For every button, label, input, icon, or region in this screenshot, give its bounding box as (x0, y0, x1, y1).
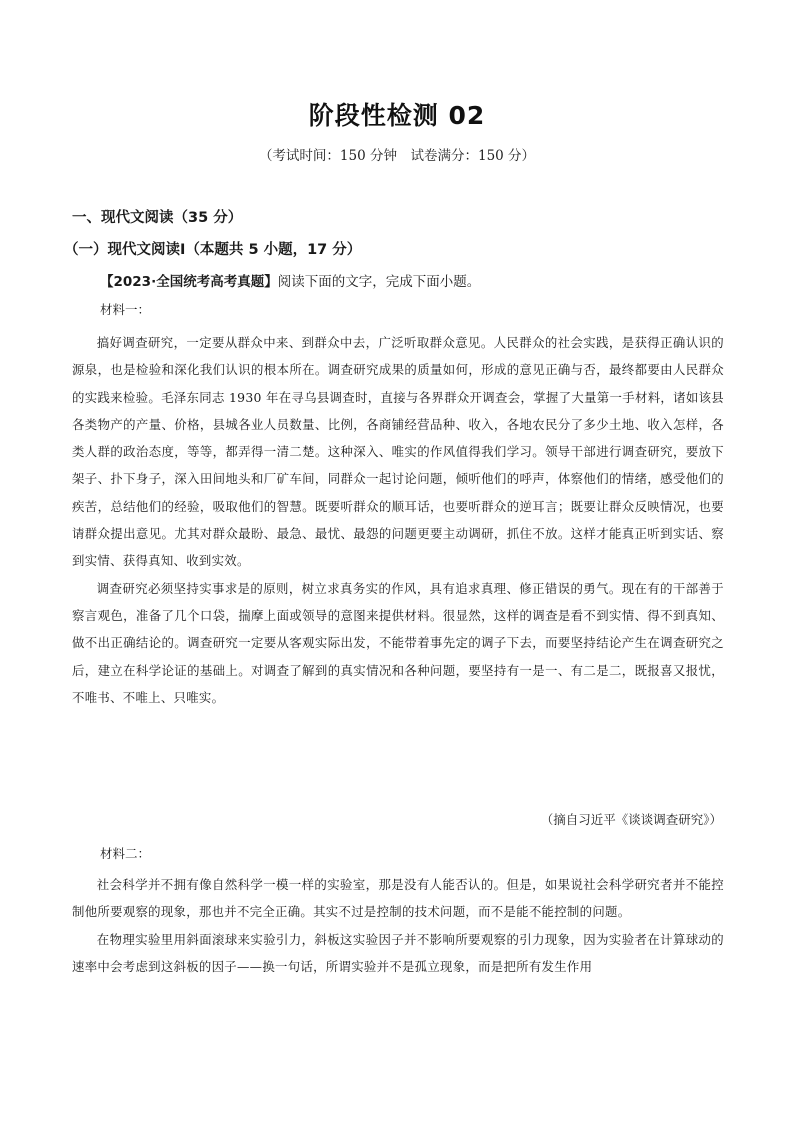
material-one-label: 材料一： (100, 302, 151, 317)
exam-info: （考试时间：150 分钟 试卷满分：150 分） (258, 148, 536, 164)
paragraph: 在物理实验里用斜面滚球来实验引力，斜板这实验因子并不影响所要观察的引力现象，因为实验者在计算球动的速率中会考虑到这斜板的因子——换一句话，所谓实验并不是孤立现象，而是把所有发生作用 (72, 931, 724, 974)
section-heading: 一、现代文阅读（35 分） (72, 210, 243, 226)
material-one-body (72, 329, 724, 711)
paragraph: 社会科学并不拥有像自然科学一模一样的实验室，那是没有人能否认的。但是，如果说社会科学研究者并不能控制他所要观察的现象，那也并不完全正确。其实不过是控制的技术问题，而不是能不能控制的问题。 (72, 877, 724, 920)
material-two-body (72, 871, 724, 980)
instruction-text: 阅读下面的文字，完成下面小题。 (277, 274, 481, 290)
instruction-tag: 【2023·全国统考高考真题】 (100, 274, 278, 290)
paragraph: 搞好调查研究，一定要从群众中来、到群众中去，广泛听取群众意见。人民群众的社会实践，是获得正确认识的源泉，也是检验和深化我们认识的根本所在。调查研究成果的质量如何，形成的意见正确与否，最终都要由人民群众的实践来检验。毛泽东同志 1930 年在寻乌县调查时，直接与各界群众开调查会，掌握了大量第一手材料，诸如该县各类物产的产量、价格，县城各业人员数量、比例，各商铺经营品种、收入，各地农民分了多少土地、收入怎样，各类人群的政治态度，等等，都弄得一清二楚。这种深入、唯实的作风值得我们学习。领导干部进行调查研究，要放下架子、扑下身子，深入田间地头和厂矿车间，同群众一起讨论问题，倾听他们的呼声，体察他们的情绪，感受他们的疾苦，总结他们的经验，吸取他们的智慧。既要听群众的顺耳话，也要听群众的逆耳言；既要让群众反映情况，也要请群众提出意见。尤其对群众最盼、最急、最忧、最怨的问题更要主动调研，抓住不放。这样才能真正听到实话、察到实情、获得真知、收到实效。 (72, 335, 724, 569)
material-one-source: （摘自习近平《谈谈调查研究》） (540, 812, 722, 827)
page-title: 阶段性检测 02 (308, 101, 486, 130)
subsection-heading: （一）现代文阅读Ⅰ（本题共 5 小题，17 分） (64, 242, 362, 258)
material-two-label: 材料二： (100, 846, 151, 861)
instruction (100, 270, 480, 290)
paragraph: 调查研究必须坚持实事求是的原则，树立求真务实的作风，具有追求真理、修正错误的勇气。现在有的干部善于察言观色，准备了几个口袋，揣摩上面或领导的意图来提供材料。很显然，这样的调查是看不到实情、得不到真知、做不出正确结论的。调查研究一定要从客观实际出发，不能带着事先定的调子下去，而要坚持结论产生在调查研究之后，建立在科学论证的基础上。对调查了解到的真实情况和各种问题，要坚持有一是一、有二是二，既报喜又报忧，不唯书、不唯上、只唯实。 (72, 580, 724, 705)
